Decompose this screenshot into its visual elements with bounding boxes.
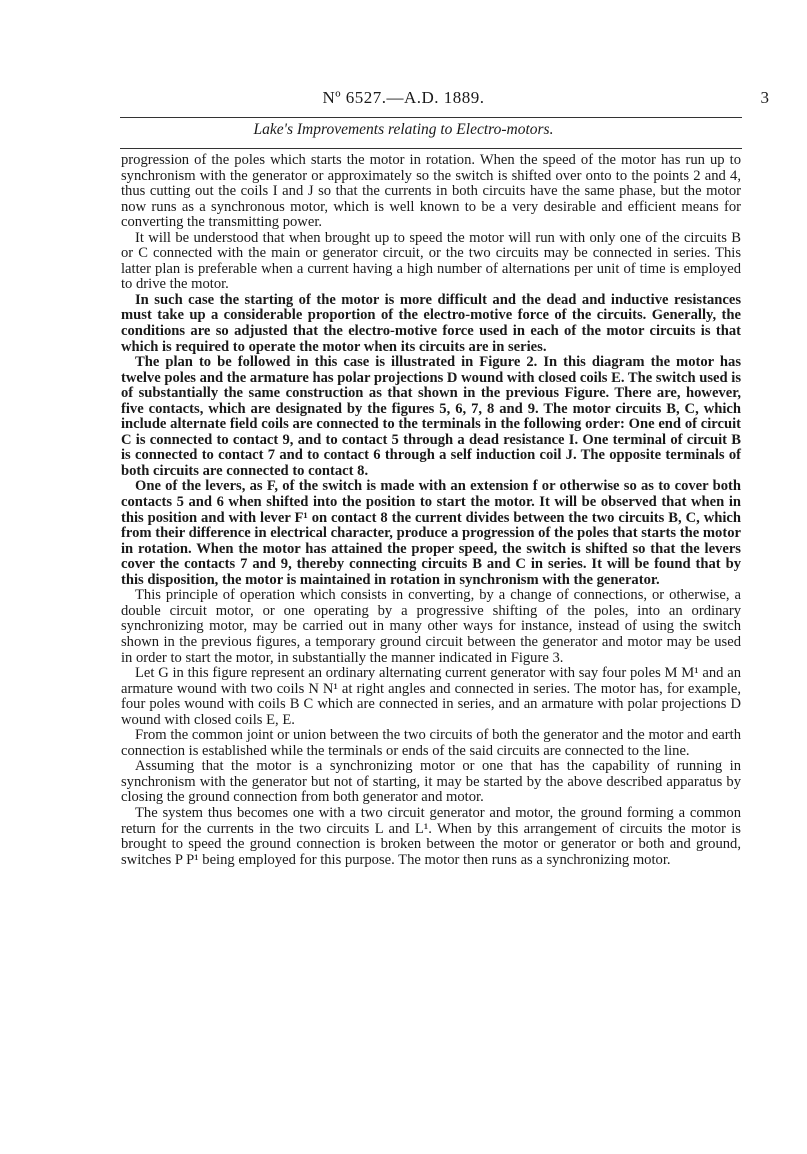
- paragraph-10: The system thus becomes one with a two circuit generator and motor, the ground forming a common return for the currents in the two circuits L and L¹. When by this arrangement of circuits the motor is brought to speed the ground connection is broken between the motor or generator or both and ground, switches P P¹ being employed for this purpose. The motor then runs as a synchronizing motor.: [121, 804, 741, 868]
- paragraph-9: Assuming that the motor is a synchronizing motor or one that has the capability of running in synchronism with the generator but not of starting, it may be started by the above described apparatus by closing the ground connection from both generator and motor.: [121, 758, 741, 806]
- running-head: [0, 88, 807, 112]
- paragraph-5: One of the levers, as F, of the switch is made with an extension f or otherwise so as to cover both contacts 5 and 6 when shifted into the position to start the motor. It will be observed that when in this position and with lever F¹ on contact 8 the current divides between the two circuits B, C, which from their difference in electrical character, produce a progression of the poles that starts the motor in rotation. When the motor has attained the proper speed, the switch is shifted so that the levers cover the contacts 7 and 9, thereby connecting circuits B and C in series. It will be found that by this disposition, the motor is maintained in rotation in synchronism with the generator.: [121, 478, 741, 588]
- paragraph-3: In such case the starting of the motor is more difficult and the dead and inductive resistances must take up a considerable proportion of the electro-motive force of the circuits. Generally, the conditions are so adjusted that the electro-motive force used in each of the motor circuits is that which is required to operate the motor when its circuits are in series.: [121, 291, 741, 355]
- body-text: [121, 153, 741, 868]
- running-title: Lake's Improvements relating to Electro-motors.: [253, 121, 554, 138]
- page-number: 3: [760, 88, 769, 107]
- paragraph-8: From the common joint or union between the two circuits of both the generator and the motor and earth connection is established while the terminals or ends of the said circuits are connected to the line.: [121, 727, 741, 759]
- paragraph-6: This principle of operation which consists in converting, by a change of connections, or otherwise, a double circuit motor, or one operating by a progressive shifting of the poles, into an ordinary synchronizing motor, may be carried out in many other ways for instance, instead of using the switch shown in the previous figures, a temporary ground circuit between the generator and motor may be used in order to start the motor, in substantially the manner indicated in Figure 3.: [121, 587, 741, 666]
- patent-number: Nº 6527.—A.D. 1889.: [322, 88, 485, 107]
- header-rule-bottom: [120, 148, 742, 149]
- paragraph-2: It will be understood that when brought up to speed the motor will run with only one of the circuits B or C connected with the main or generator circuit, or the two circuits may be connected in series. This latter plan is preferable when a current having a high number of alternations per unit of time is employed to drive the motor.: [121, 229, 741, 293]
- paragraph-1: progression of the poles which starts the motor in rotation. When the speed of the motor has run up to synchronism with the generator or approximately so the switch is shifted over onto to the points 2 and 4, thus cutting out the coils I and J so that the currents in both circuits have the same phase, but the motor now runs as a synchronous motor, which is well known to be a very desirable and efficient means for converting the transmitting power.: [121, 152, 741, 231]
- paragraph-7: Let G in this figure represent an ordinary alternating current generator with say four poles M M¹ and an armature wound with two coils N N¹ at right angles and connected in series. The motor has, for example, four poles wound with coils B C which are connected in series, and an armature with polar projections D wound with closed coils E, E.: [121, 665, 741, 728]
- header-rule-top: [120, 117, 742, 118]
- paragraph-4: The plan to be followed in this case is illustrated in Figure 2. In this diagram the motor has twelve poles and the armature has polar projections D wound with closed coils E. The switch used is of substantially the same construction as that shown in the previous Figure. There are, however, five contacts, which are designated by the figures 5, 6, 7, 8 and 9. The motor circuits B, C, which include alternate field coils are connected to the terminals in the following order: One end of circuit C is connected to contact 9, and to contact 5 through a dead resistance I. One terminal of circuit B is connected to contact 7 and to contact 6 through a self induction coil J. The opposite terminals of both circuits are connected to contact 8.: [121, 354, 742, 479]
